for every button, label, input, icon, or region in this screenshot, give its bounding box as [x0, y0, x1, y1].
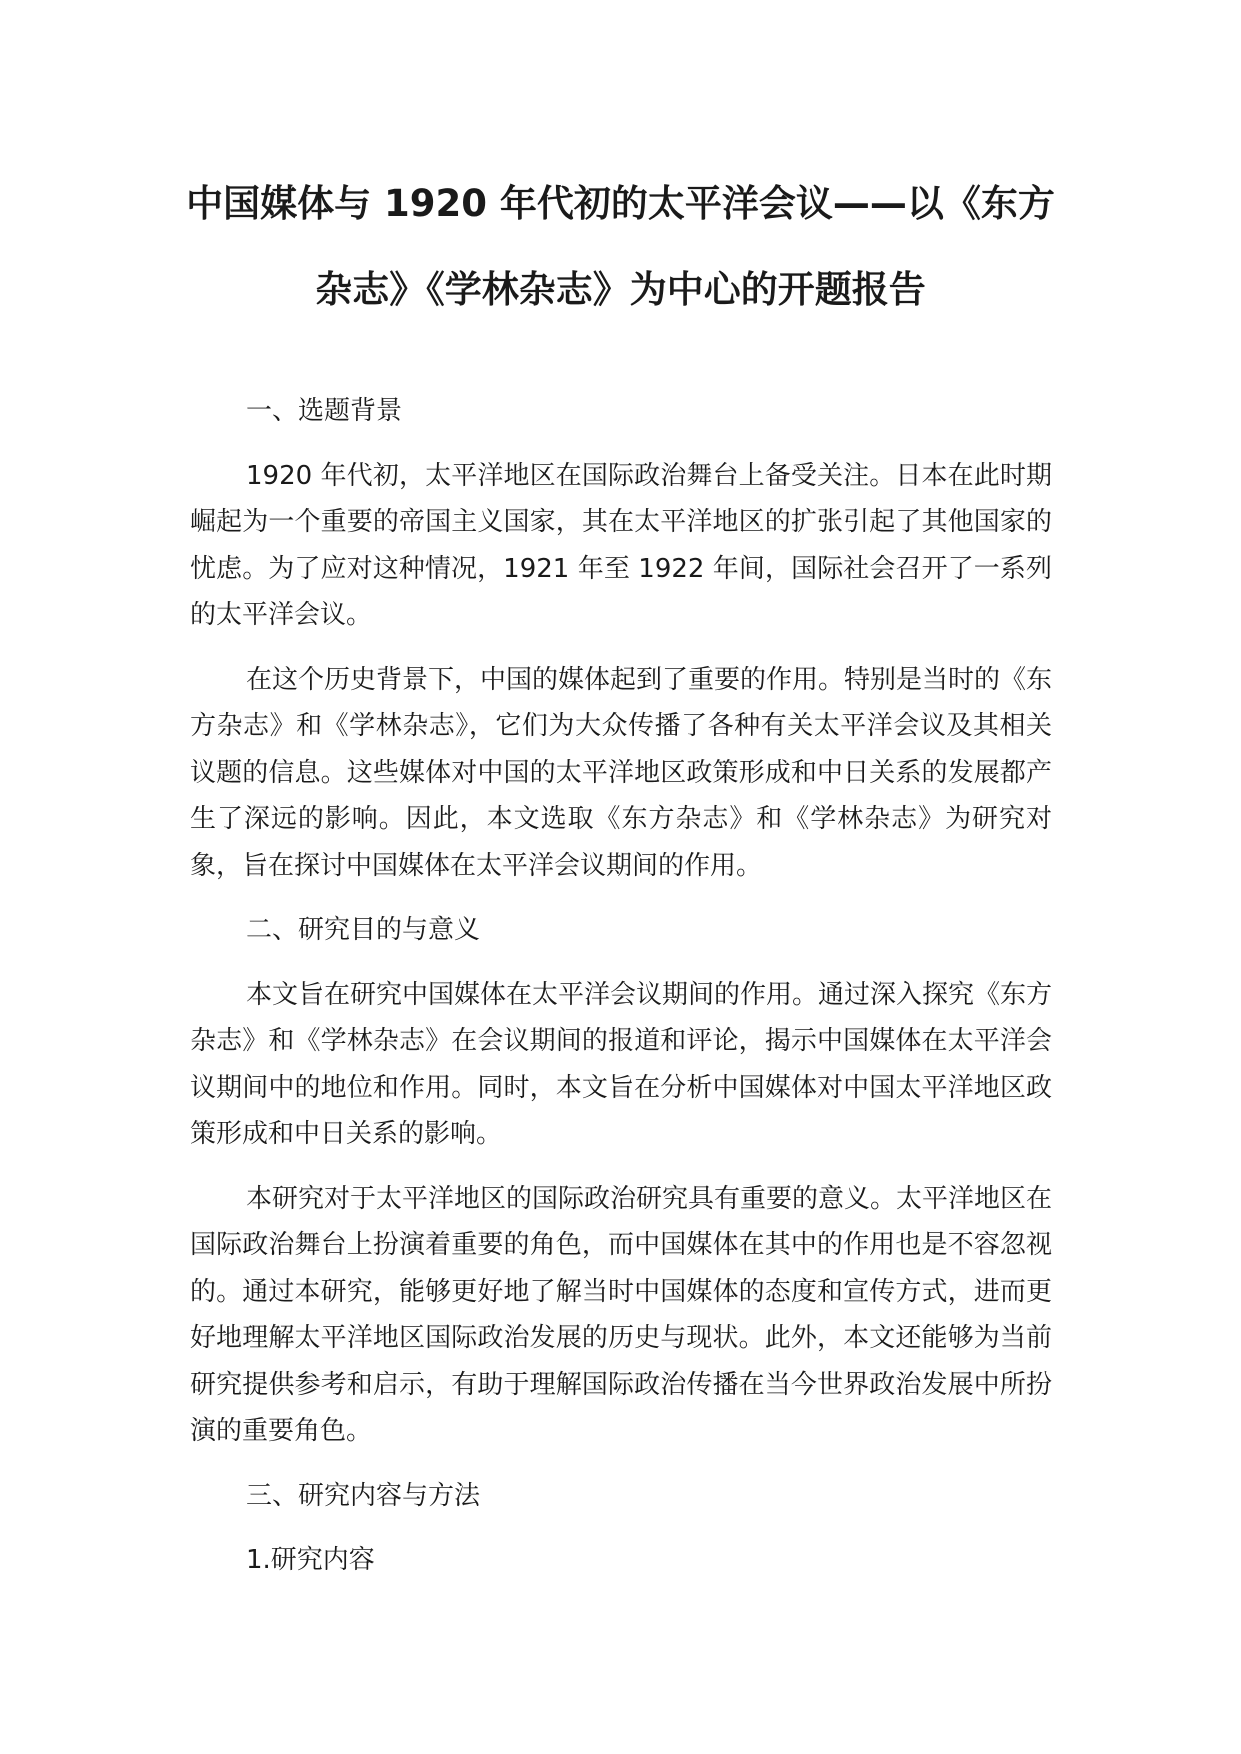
subheading-research-content: 1.研究内容: [246, 1545, 375, 1575]
paragraph: 本文旨在研究中国媒体在太平洋会议期间的作用。通过深入探究《东方杂志》和《学林杂志》在会议期间的报道和评论，揭示中国媒体在太平洋会议期间中的地位和作用。同时，本文旨在分析中国媒体对中国太平洋地区政策形成和中日关系的影响。: [190, 979, 1053, 1149]
paragraph: 1920 年代初，太平洋地区在国际政治舞台上备受关注。日本在此时期崛起为一个重要的帝国主义国家，其在太平洋地区的扩张引起了其他国家的忧虑。为了应对这种情况，1921 年至 1922 年间，国际社会召开了一系列的太平洋会议。: [190, 460, 1052, 630]
section-heading-content-method: 三、研究内容与方法: [246, 1480, 481, 1511]
paragraph: 本研究对于太平洋地区的国际政治研究具有重要的意义。太平洋地区在国际政治舞台上扮演着重要的角色，而中国媒体在其中的作用也是不容忽视的。通过本研究，能够更好地了解当时中国媒体的态度和宣传方式，进而更好地理解太平洋地区国际政治发展的历史与现状。此外，本文还能够为当前研究提供参考和启示，有助于理解国际政治传播在当今世界政治发展中所扮演的重要角色。: [190, 1183, 1053, 1446]
document-body: [190, 388, 1052, 1602]
section-heading-purpose: 二、研究目的与意义: [246, 915, 481, 945]
document-title-line-2: 杂志》《学林杂志》为中心的开题报告: [315, 268, 926, 311]
section-heading-background: 一、选题背景: [246, 396, 403, 426]
document-title-line-1: 中国媒体与 1920 年代初的太平洋会议——以《东方: [186, 182, 1055, 225]
paragraph: 在这个历史背景下，中国的媒体起到了重要的作用。特别是当时的《东方杂志》和《学林杂志》，它们为大众传播了各种有关太平洋会议及其相关议题的信息。这些媒体对中国的太平洋地区政策形成和中日关系的发展都产生了深远的影响。因此，本文选取《东方杂志》和《学林杂志》为研究对象，旨在探讨中国媒体在太平洋会议期间的作用。: [190, 664, 1053, 881]
